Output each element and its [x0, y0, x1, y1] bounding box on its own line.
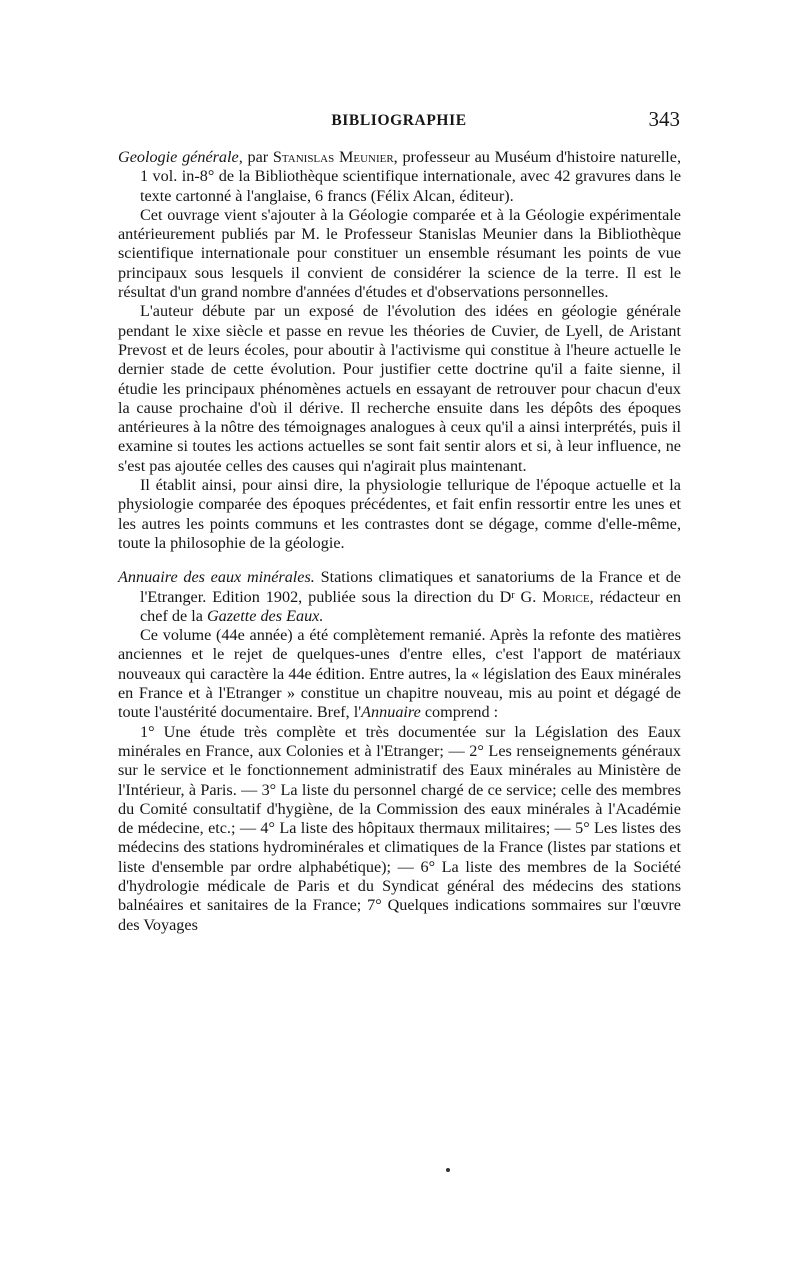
superscript: r: [511, 589, 515, 601]
author-name: Stanislas Meunier,: [272, 148, 398, 166]
citation-text: rédacteur en chef de la: [140, 587, 681, 625]
review-paragraph: [118, 626, 681, 722]
review-paragraph: Il établit ainsi, pour ainsi dire, la physiologie tellurique de l'époque actuelle et la physiologie comparée des époques précédentes, et fait enfin ressortir entre les unes et les autres les points communs et les contrastes dont se dégage, comme d'elle-même, toute la philosophie de la géologie.: [118, 476, 681, 552]
journal-title: Gazette des Eaux.: [206, 606, 324, 625]
book-title: Geologie générale,: [118, 148, 243, 166]
citation-text: par: [242, 148, 273, 166]
bibliography-entry-annuaire: [118, 568, 681, 935]
citation-text: G.: [514, 587, 543, 606]
print-mark: [446, 1168, 450, 1172]
annuaire-title: Annuaire: [361, 703, 421, 722]
entry-citation: [118, 148, 681, 206]
page-header: [118, 107, 680, 138]
book-title: Annuaire des eaux minérales.: [118, 568, 315, 587]
review-paragraph: 1° Une étude très complète et très documentée sur la Législation des Eaux minérales en France, aux Colonies et à l'Etranger; — 2° Les renseignements généraux sur le service et le fonctionnement administratif des Eaux minérales au Ministère de l'Intérieur, à Paris. — 3° La liste du personnel chargé de ce service; celle des membres du Comité consultatif d'hygiène, de la Commission des eaux minérales à l'Académie de médecine, etc.; — 4° La liste des hôpitaux thermaux militaires; — 5° Les listes des médecins des stations hydrominérales et climatiques de la France (listes par stations et liste d'ensemble par ordre alphabétique); — 6° La liste des membres de la Société d'hydrologie médicale de Paris et du Syndicat général des médecins des stations balnéaires et sanitaires de la France; 7° Quelques indications sommaires sur l'œuvre des Voyages: [118, 722, 681, 934]
bibliography-entry-geologie: [118, 148, 681, 553]
page-number: 343: [648, 107, 680, 131]
author-name: Morice,: [542, 587, 594, 606]
page-body: [118, 148, 681, 935]
entry-citation: [118, 568, 681, 626]
citation-text: professeur au Muséum d'histoire naturelle, 1 vol. in-8° de la Bibliothèque scientifique internationale, avec 42 gravures dans le texte cartonné à l'anglaise, 6 francs (Félix Alcan, éditeur).: [140, 148, 682, 205]
running-title: BIBLIOGRAPHIE: [331, 112, 467, 129]
review-paragraph: L'auteur débute par un exposé de l'évolution des idées en géologie générale pendant le xixe siècle et passe en revue les théories de Cuvier, de Lyell, de Aristant Prevost et de leurs écoles, pour aboutir à l'activisme qui constitue à l'heure actuelle le dernier stade de cette évolution. Pour justifier cette doctrine qu'il a faite sienne, il étudie les principaux phénomènes actuels en essayant de retrouver pour chacun d'eux la cause prochaine d'où il dérive. Il recherche ensuite dans les dépôts des époques antérieures à la nôtre des témoignages analogues à ceux qu'il a ainsi interprétés, puis il examine si toutes les actions actuelles se sont fait sentir alors et si, à leur influence, ne s'est pas ajoutée celles des causes qui n'agirait plus maintenant.: [118, 302, 681, 475]
review-paragraph: Cet ouvrage vient s'ajouter à la Géologie comparée et à la Géologie expérimentale antérieurement publiés par M. le Professeur Stanislas Meunier dans la Bibliothèque scientifique internationale pour constituer un ensemble résumant les points de vue principaux sous lesquels il convient de considérer la science de la terre. Il est le résultat d'un grand nombre d'années d'études et d'observations personnelles.: [118, 205, 681, 302]
paragraph-text: Ce volume (44e année) a été complètement remanié. Après la refonte des matières anciennes et le rejet de quelques-unes d'entre elles, c'est l'apport de matériaux nouveaux qui caractère la 44e édition. Entre autres, la « législation des Eaux minérales en France et à l'Etranger » constitue un chapitre nouveau, mis au point et dégagé de toute l'austérité documentaire. Bref, l': [118, 626, 681, 722]
paragraph-text: comprend :: [420, 703, 499, 722]
citation-text: Stations climatiques et sanatoriums de la France et de l'Etranger. Edition 1902, publiée sous la direction du D: [140, 568, 681, 606]
